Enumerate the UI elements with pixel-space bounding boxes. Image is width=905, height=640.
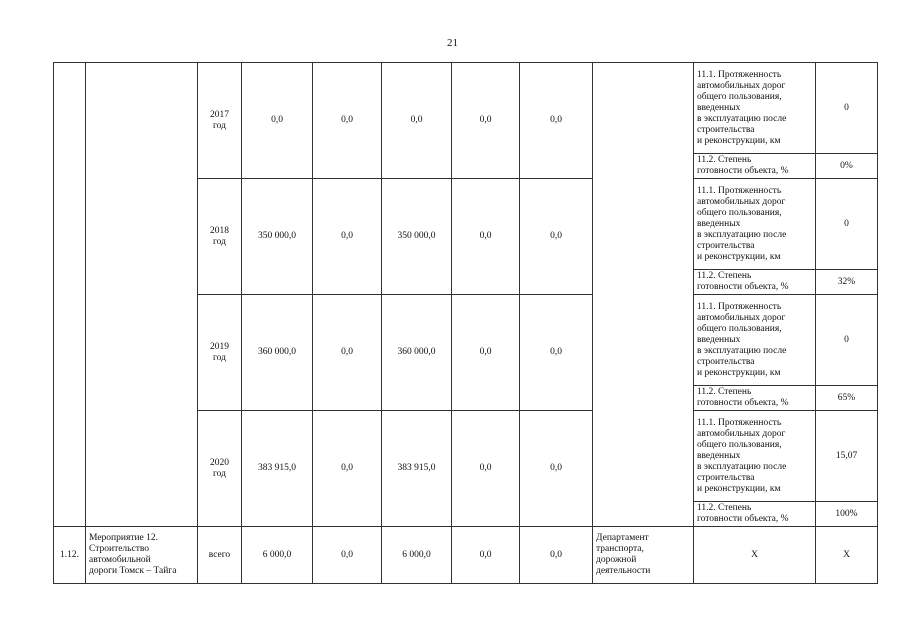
- indicator-length-value: 0: [816, 179, 878, 270]
- regional-cell: 360 000,0: [382, 295, 452, 411]
- year-cell: 2018 год: [198, 179, 242, 295]
- indicator-readiness-cell: 11.2. Степень готовности объекта, %: [694, 154, 816, 179]
- indicator-readiness-cell: 11.2. Степень готовности объекта, %: [694, 270, 816, 295]
- local-cell: 0,0: [452, 179, 520, 295]
- indicator-readiness-value: 100%: [816, 502, 878, 527]
- indicator-length-value: 0: [816, 295, 878, 386]
- local-cell: 0,0: [452, 295, 520, 411]
- indicator-readiness-value: 65%: [816, 386, 878, 411]
- indicator-length-cell: 11.1. Протяженность автомобильных дорог общего пользования, введенных в эксплуатацию после строительства и реконструкции, км: [694, 295, 816, 386]
- indicator-length-cell: 11.1. Протяженность автомобильных дорог общего пользования, введенных в эксплуатацию после строительства и реконструкции, км: [694, 179, 816, 270]
- regional-cell: 6 000,0: [382, 527, 452, 584]
- indicator-readiness-value: 32%: [816, 270, 878, 295]
- year-cell: 2019 год: [198, 295, 242, 411]
- indicator-length-cell: 11.1. Протяженность автомобильных дорог общего пользования, введенных в эксплуатацию после строительства и реконструкции, км: [694, 63, 816, 154]
- local-cell: 0,0: [452, 527, 520, 584]
- table-row: [54, 527, 878, 584]
- year-cell: 2017 год: [198, 63, 242, 179]
- indicator-readiness-cell: 11.2. Степень готовности объекта, %: [694, 386, 816, 411]
- activity-name-cell: [86, 63, 198, 527]
- period-cell: всего: [198, 527, 242, 584]
- local-cell: 0,0: [452, 411, 520, 527]
- extra-cell: 0,0: [520, 527, 593, 584]
- federal-cell: 0,0: [313, 295, 382, 411]
- program-table: [53, 62, 878, 584]
- extra-cell: 0,0: [520, 179, 593, 295]
- federal-cell: 0,0: [313, 179, 382, 295]
- regional-cell: 0,0: [382, 63, 452, 179]
- total-cell: 0,0: [242, 63, 313, 179]
- indicator-readiness-value: 0%: [816, 154, 878, 179]
- total-cell: 6 000,0: [242, 527, 313, 584]
- extra-cell: 0,0: [520, 411, 593, 527]
- regional-cell: 383 915,0: [382, 411, 452, 527]
- total-cell: 383 915,0: [242, 411, 313, 527]
- federal-cell: 0,0: [313, 63, 382, 179]
- total-cell: 350 000,0: [242, 179, 313, 295]
- extra-cell: 0,0: [520, 63, 593, 179]
- year-cell: 2020 год: [198, 411, 242, 527]
- indicator-cell: Х: [694, 527, 816, 584]
- indicator-readiness-cell: 11.2. Степень готовности объекта, %: [694, 502, 816, 527]
- row-number-cell: [54, 63, 86, 527]
- table-row: [54, 63, 878, 154]
- federal-cell: 0,0: [313, 411, 382, 527]
- page-number: 21: [447, 37, 458, 49]
- total-cell: 360 000,0: [242, 295, 313, 411]
- row-number-cell: 1.12.: [54, 527, 86, 584]
- indicator-length-cell: 11.1. Протяженность автомобильных дорог общего пользования, введенных в эксплуатацию после строительства и реконструкции, км: [694, 411, 816, 502]
- regional-cell: 350 000,0: [382, 179, 452, 295]
- indicator-length-value: 15,07: [816, 411, 878, 502]
- federal-cell: 0,0: [313, 527, 382, 584]
- indicator-value-cell: Х: [816, 527, 878, 584]
- local-cell: 0,0: [452, 63, 520, 179]
- executor-cell: [593, 63, 694, 527]
- indicator-length-value: 0: [816, 63, 878, 154]
- extra-cell: 0,0: [520, 295, 593, 411]
- executor-cell: Департамент транспорта, дорожной деятельности: [593, 527, 694, 584]
- activity-name-cell: Мероприятие 12. Строительство автомобильной дороги Томск – Тайга: [86, 527, 198, 584]
